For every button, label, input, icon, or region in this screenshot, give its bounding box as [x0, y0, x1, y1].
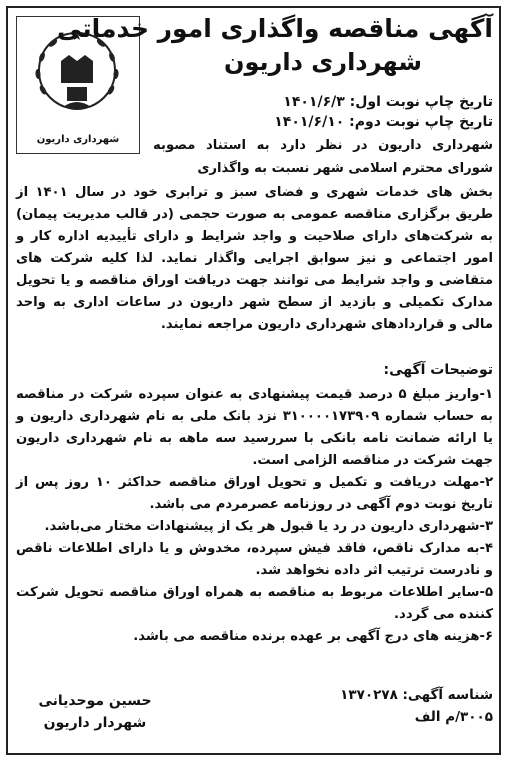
ad-identifier: [340, 684, 493, 728]
note-item: ۵-سایر اطلاعات مربوط به مناقصه به همراه اوراق مناقصه تحویل شرکت کننده می گردد.: [16, 585, 493, 622]
note-item: ۲-مهلت دریافت و تکمیل و تحویل اوراق مناقصه حداکثر ۱۰ روز پس از تاریخ نوبت دوم آگهی در روزنامه عصرمردم می باشد.: [16, 475, 493, 512]
signature-block: [20, 690, 170, 734]
signer-name: حسین موحدیانی: [38, 693, 152, 709]
ad-code: ۳۰۰۵/م الف: [414, 709, 493, 725]
notice-title: آگهی مناقصه واگذاری امور خدماتی: [56, 14, 493, 43]
intro-paragraph-start: شهرداری داریون در نظر دارد به استناد مصوبه شورای محترم اسلامی شهر نسبت به واگذاری: [153, 138, 493, 176]
notes-heading: توضیحات آگهی:: [383, 362, 493, 378]
first-print-date: تاریخ چاپ نوبت اول: ۱۴۰۱/۶/۳: [283, 94, 493, 110]
second-print-date: تاریخ چاپ نوبت دوم: ۱۴۰۱/۶/۱۰: [274, 114, 493, 130]
note-item: ۶-هزینه های درج آگهی بر عهده برنده مناقصه می باشد.: [133, 629, 493, 644]
note-item: ۱-واریز مبلغ ۵ درصد قیمت پیشنهادی به عنوان سپرده شرکت در مناقصه به حساب شماره ۳۱۰۰۰۰۱۷۳۹۰۹ نزد بانک ملی به نام شهرداری داریون و یا ارائه ضمانت نامه بانکی با سررسید سه ماهه به نام شهرداری داریون جهت شرکت در مناقصه الزامی است.: [16, 387, 493, 468]
logo-caption: شهرداری داریون: [36, 134, 120, 145]
notice-header: [56, 12, 493, 78]
print-dates: [153, 92, 493, 132]
notes-list: [16, 384, 493, 648]
notice-subtitle: شهرداری داریون: [224, 48, 422, 76]
note-item: ۳-شهرداری داریون در رد یا قبول هر یک از پیشنهادات مختار می‌باشد.: [44, 519, 493, 534]
signer-title: شهردار داریون: [43, 715, 147, 731]
ad-id: شناسه آگهی: ۱۳۷۰۲۷۸: [340, 687, 493, 703]
intro-paragraph-continued: بخش های خدمات شهری و فضای سبز و ترابری خود در سال ۱۴۰۱ از طریق برگزاری مناقصه عمومی به صورت حجمی (در قالب مدیریت پیمان) به شرکت‌های دارای صلاحیت و واجد شرایط و دارای تأییدیه اداره کار و امور اجتماعی و نیز سوابق اجرایی واگذار نماید. لذا کلیه شرکت های متقاضی و واجد شرایط می توانند جهت دریافت اوراق مناقصه و یا تحویل مدارک تکمیلی و بازدید از سطح شهر داریون در ساعات اداری به واحد مالی و قراردادهای شهرداری داریون مراجعه نمایند.: [16, 185, 493, 332]
note-item: ۴-به مدارک ناقص، فاقد فیش سپرده، مخدوش و یا دارای اطلاعات ناقص و نادرست ترتیب اثر داده نخواهد شد.: [16, 541, 493, 578]
